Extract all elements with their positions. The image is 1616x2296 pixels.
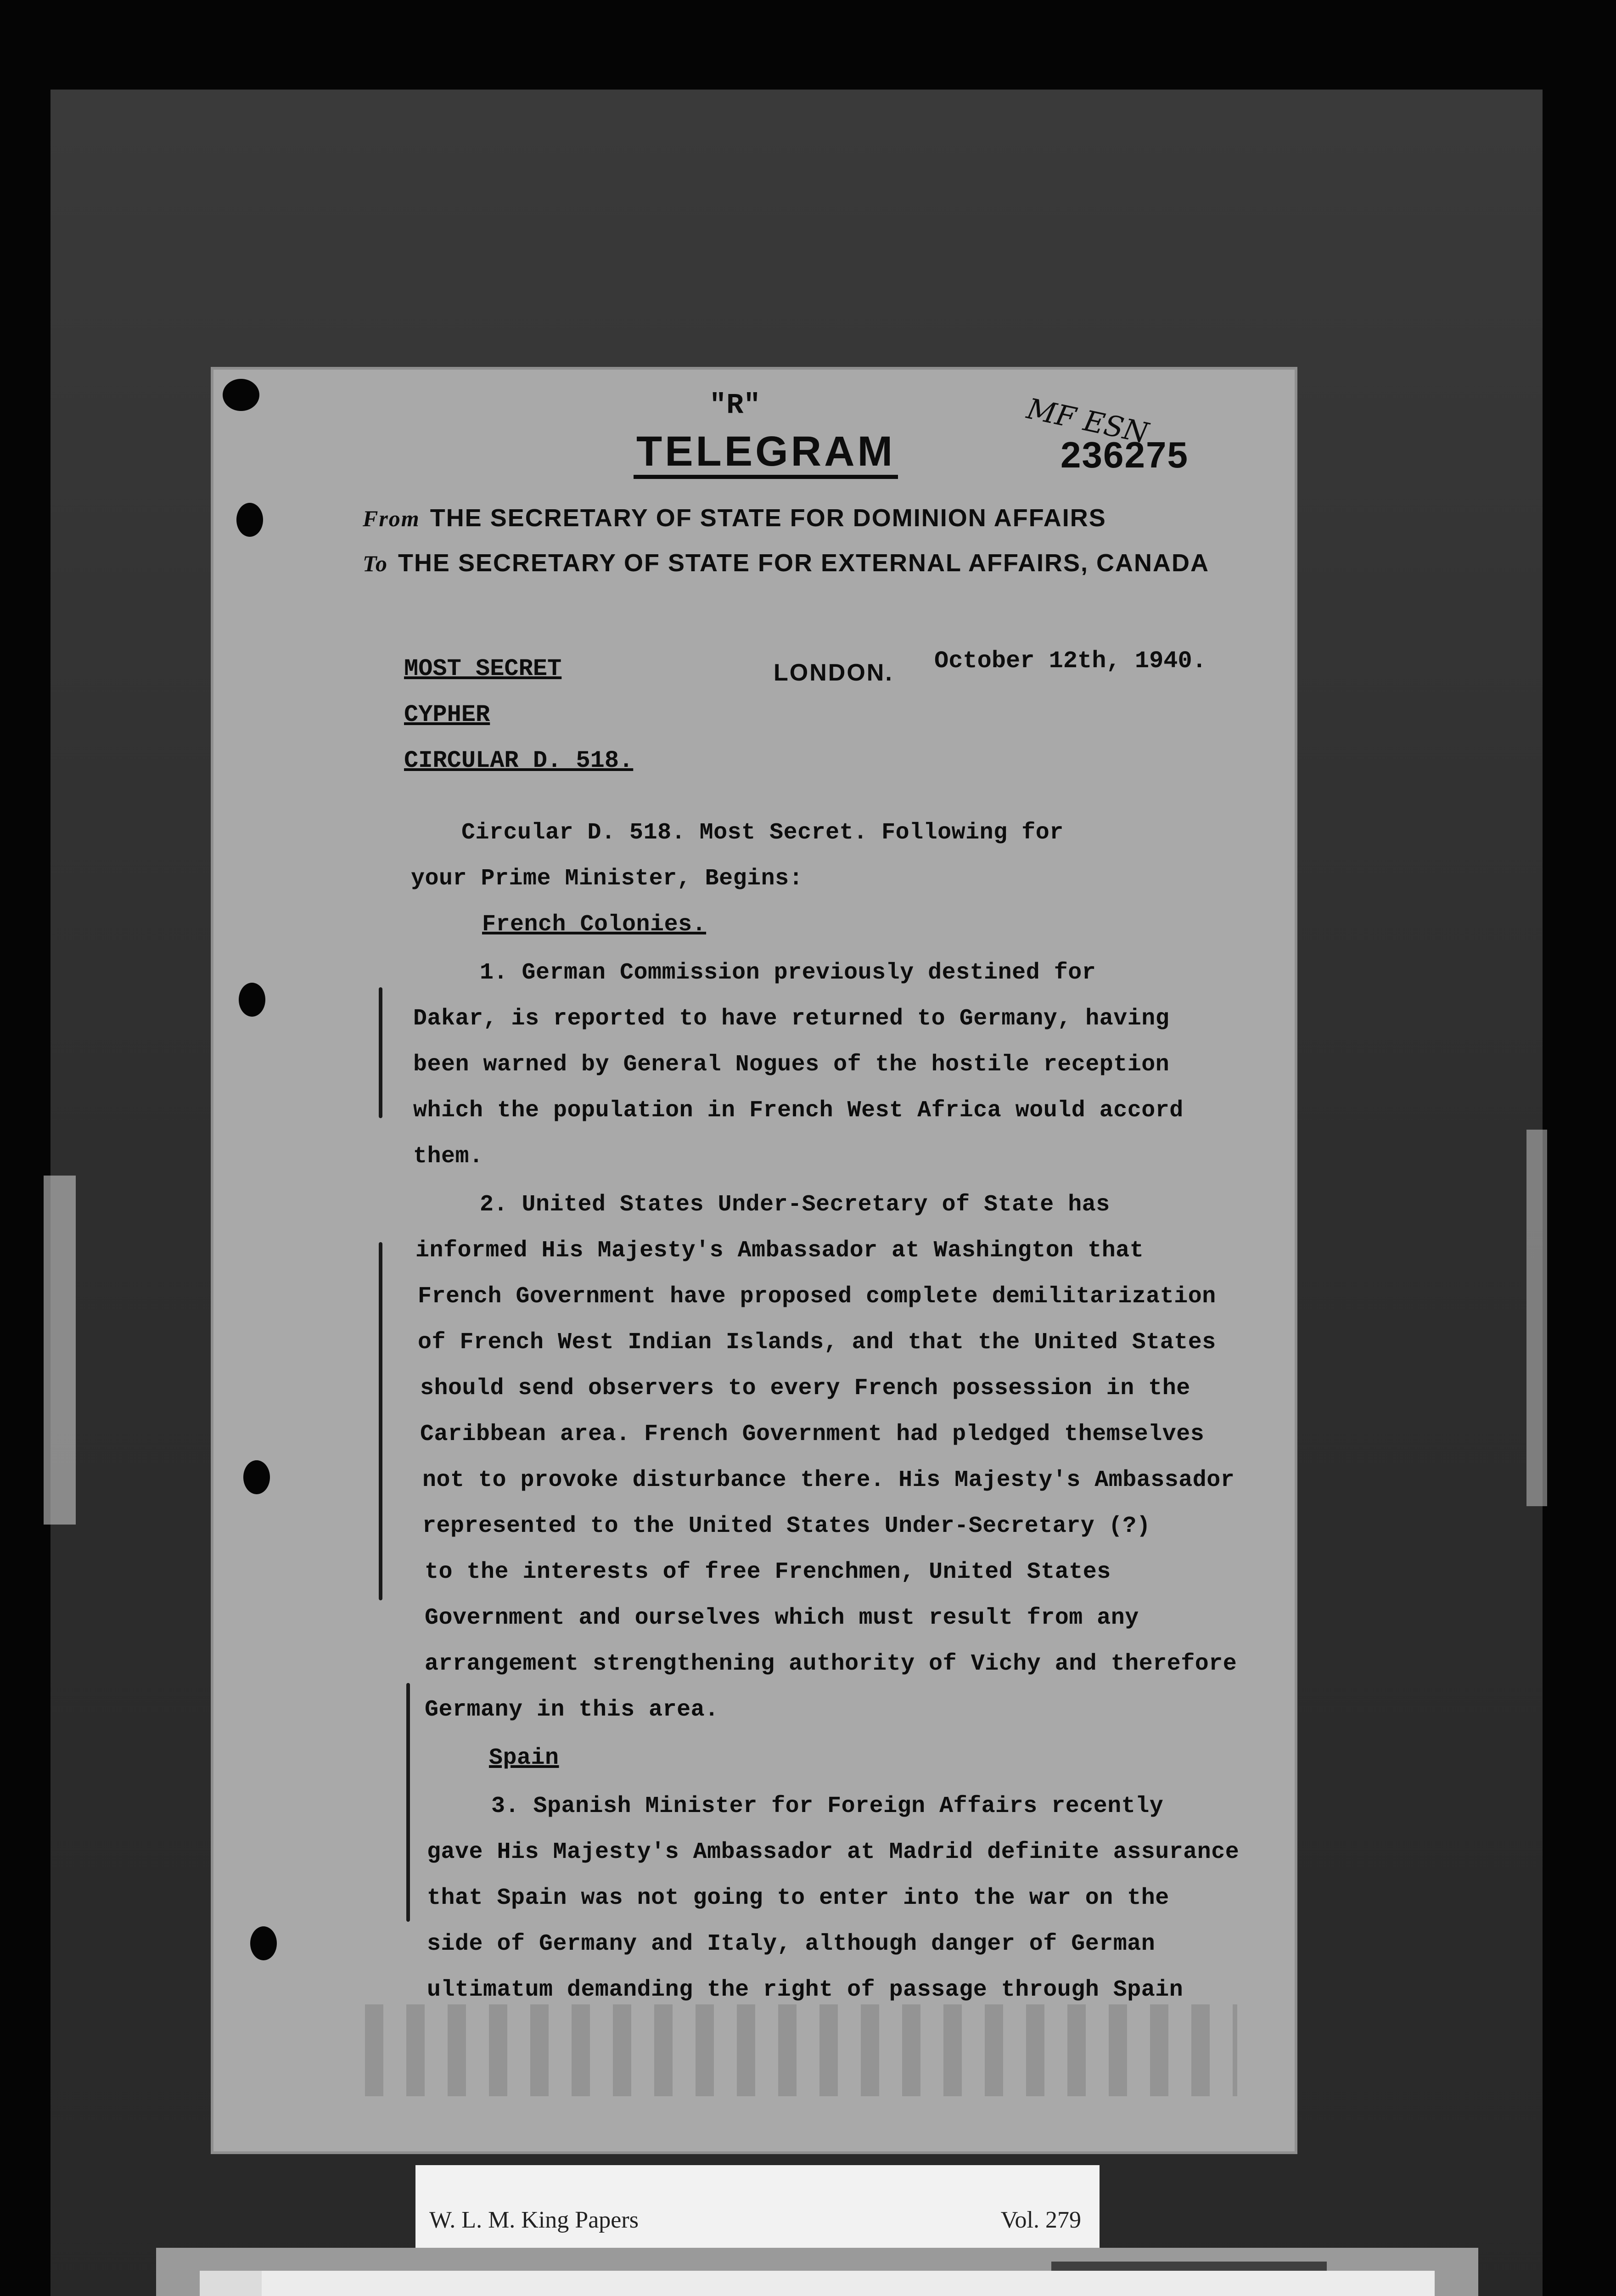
body-line: them.: [413, 1143, 483, 1170]
film-edge-strip-right: [1526, 1130, 1547, 1506]
classification-label: MOST SECRET: [404, 655, 562, 682]
body-line: of French West Indian Islands, and that the United States: [418, 1329, 1216, 1356]
body-line: that Spain was not going to enter into the war on the: [427, 1885, 1169, 1911]
body-line: should send observers to every French possession in the: [420, 1375, 1190, 1401]
body-line: your Prime Minister, Begins:: [411, 866, 803, 892]
torn-corner: [223, 379, 259, 411]
body-line: been warned by General Nogues of the hostile reception: [413, 1052, 1170, 1078]
from-label: From: [363, 506, 420, 531]
body-line: Circular D. 518. Most Secret. Following for: [461, 820, 1064, 846]
body-line: represented to the United States Under-Secretary (?): [422, 1513, 1151, 1539]
from-value: THE SECRETARY OF STATE FOR DOMINION AFFAIRS: [430, 504, 1106, 532]
body-line: arrangement strengthening authority of Vichy and therefore: [425, 1651, 1237, 1677]
telegram-sheet: [213, 370, 1295, 2151]
body-line: to the interests of free Frenchmen, United States: [425, 1559, 1111, 1585]
place-of-origin: LONDON.: [774, 659, 893, 686]
volume-number: Vol. 279: [1000, 2207, 1081, 2233]
section-heading-french-colonies: French Colonies.: [482, 912, 707, 938]
punch-hole: [239, 983, 265, 1017]
telegram-date: October 12th, 1940.: [934, 647, 1206, 675]
body-line: informed His Majesty's Ambassador at Washington that: [415, 1238, 1144, 1264]
punch-hole: [236, 503, 263, 537]
body-line: gave His Majesty's Ambassador at Madrid definite assurance: [427, 1839, 1240, 1865]
faint-bleedthrough: [365, 2004, 1237, 2096]
body-line: ultimatum demanding the right of passage through Spain: [427, 1977, 1184, 2003]
circular-reference: CIRCULAR D. 518.: [404, 747, 634, 774]
body-line: Government and ourselves which must result from any: [425, 1605, 1139, 1631]
margin-mark: [379, 987, 382, 1118]
from-line: [363, 504, 1106, 532]
body-line: 2. United States Under-Secretary of State has: [480, 1192, 1110, 1218]
body-line: not to provoke disturbance there. His Majesty's Ambassador: [422, 1467, 1235, 1493]
collection-name: W. L. M. King Papers: [429, 2207, 639, 2233]
body-line: which the population in French West Africa would accord: [413, 1097, 1184, 1124]
body-line: Germany in this area.: [425, 1697, 719, 1723]
body-line: 3. Spanish Minister for Foreign Affairs recently: [491, 1793, 1164, 1819]
body-line: 1. German Commission previously destined for: [480, 960, 1096, 986]
body-line: Dakar, is reported to have returned to Germany, having: [413, 1006, 1170, 1032]
film-edge-strip-left: [44, 1176, 76, 1525]
handwritten-initials: MF ESN: [1024, 391, 1151, 450]
punch-hole: [250, 1926, 277, 1960]
label-shadow-edge: [200, 2271, 262, 2296]
margin-mark: [379, 1242, 382, 1600]
archive-label: [200, 2271, 1435, 2296]
body-line: side of Germany and Italy, although danger of German: [427, 1931, 1156, 1957]
body-line: French Government have proposed complete demilitarization: [418, 1283, 1216, 1310]
document-number: 236275: [1060, 434, 1189, 475]
telegram-mark: "R": [709, 389, 761, 422]
punch-hole: [243, 1460, 270, 1494]
telegram-title: TELEGRAM: [634, 429, 898, 479]
to-line: [363, 549, 1209, 577]
section-heading-spain: Spain: [489, 1745, 559, 1771]
margin-mark: [406, 1683, 410, 1922]
archive-label-box: [156, 2248, 1478, 2296]
to-value: THE SECRETARY OF STATE FOR EXTERNAL AFFAIRS, CANADA: [398, 549, 1210, 577]
body-line: Caribbean area. French Government had pledged themselves: [420, 1421, 1205, 1447]
cypher-label: CYPHER: [404, 701, 490, 728]
to-label: To: [363, 551, 388, 576]
